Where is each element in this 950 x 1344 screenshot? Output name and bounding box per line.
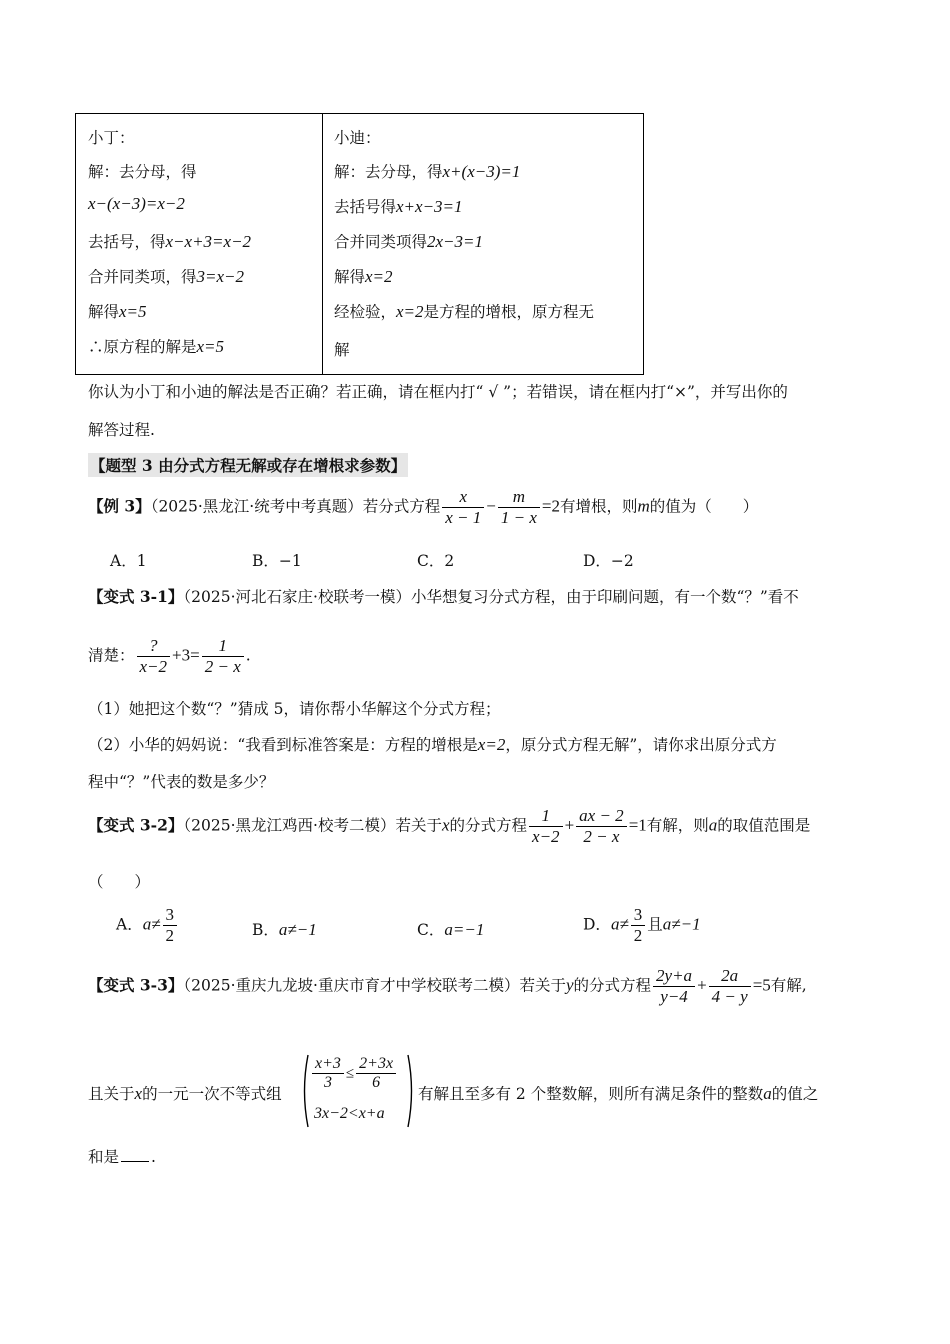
example-3-tail: 有增根，则 [560, 497, 638, 516]
option-frac [163, 905, 178, 946]
frac-numerator: x+3 [315, 1055, 341, 1072]
variant-3-1-q2 [88, 733, 777, 755]
frac-numerator: 2a [721, 966, 739, 985]
frac-denominator: 2 [163, 925, 178, 946]
variant-3-3-text: （2025·重庆九龙坡·重庆市育才中学校联考二模）若关于 [183, 976, 566, 995]
variant-3-3-tail: 有解, [770, 976, 807, 995]
variant-3-3-line-2-pre [88, 1082, 282, 1104]
equation-prefix: 清楚： [88, 646, 135, 665]
variant-3-1-q2-cont: 程中“？”代表的数是多少？ [88, 773, 275, 791]
left-line-3-math: x−x+3=x−2 [165, 232, 252, 251]
option-expr: a≠ [142, 914, 161, 934]
example-3-option-b: B．−1 [252, 552, 302, 570]
example-3-frac-2 [498, 487, 540, 528]
variable-m: m [637, 496, 650, 516]
variant-3-2-frac-2 [576, 806, 627, 847]
variable-a: a [763, 1084, 772, 1103]
option-letter: B． [252, 921, 279, 939]
frac-denominator: x − 1 [442, 507, 484, 528]
frac-numerator: 2+3x [359, 1055, 394, 1072]
frac-denominator: 2 − x [576, 826, 627, 847]
right-title: 小迪： [334, 129, 381, 147]
example-3-frac-1 [442, 487, 484, 528]
frac-numerator: 1 [218, 636, 227, 655]
line-2-text: 且关于 [88, 1085, 135, 1103]
q2-text: （2）小华的妈妈说：“我看到标准答案是：方程的增根是 [88, 736, 478, 754]
frac-denominator: 1 − x [498, 507, 540, 528]
table-divider [322, 114, 323, 374]
equation-rhs: =1 [628, 815, 647, 835]
line-3-text: 和是 [88, 1148, 120, 1166]
line-2-text-3: 有解且至多有 2 个整数解，则所有满足条件的整数 [418, 1085, 764, 1103]
option-frac [631, 905, 646, 946]
example-3-tail-2: 的值为（ ） [649, 497, 759, 516]
right-line-1 [334, 160, 520, 182]
right-line-1-math: x+(x−3)=1 [442, 162, 521, 181]
right-line-2-math: x+x−3=1 [396, 197, 463, 216]
system-frac-2 [356, 1055, 396, 1092]
right-line-4 [334, 265, 393, 287]
frac-numerator: 3 [165, 905, 175, 924]
frac-denominator: x−2 [529, 826, 563, 847]
left-line-5-math: x=5 [119, 302, 147, 321]
period: . [245, 646, 251, 665]
variant-3-2-option-c [417, 918, 484, 940]
plus-three: +3= [172, 645, 200, 665]
variant-3-3-tag: 【变式 3-3】 [88, 975, 184, 995]
option-expr: a≠−1 [278, 920, 317, 939]
variant-3-3-stem [88, 966, 807, 1007]
left-line-3-text: 去括号，得 [88, 233, 166, 251]
left-line-5 [88, 300, 147, 322]
left-line-6 [88, 335, 224, 357]
line-2-text-4: 的值之 [771, 1085, 819, 1103]
variable-x: x [441, 815, 450, 835]
right-line-3-math: 2x−3=1 [427, 232, 484, 251]
variant-3-2-tail: 有解，则 [646, 816, 709, 835]
example-3-option-a: A．1 [110, 552, 147, 570]
frac-numerator: ? [149, 636, 158, 655]
variant-3-2-tail-2: 的取值范围是 [717, 816, 811, 835]
example-3-source: （2025·黑龙江·统考中考真题）若分式方程 [150, 497, 441, 516]
variant-3-2-option-b [252, 918, 317, 940]
left-line-1: 解：去分母，得 [88, 163, 197, 181]
variant-3-1-q1: （1）她把这个数“？”猜成 5，请你帮小华解这个分式方程； [88, 700, 501, 718]
option-letter: C． [417, 921, 445, 939]
example-3-stem [88, 487, 758, 528]
variant-3-2-text: （2025·黑龙江鸡西·校考二模）若关于 [183, 816, 442, 835]
frac-numerator: x [459, 487, 468, 506]
frac-denominator: 3 [312, 1073, 344, 1092]
system-row-2: 3x−2<x+a [314, 1105, 385, 1122]
example-3-option-d: D．−2 [583, 552, 634, 570]
variant-3-2-frac-1 [529, 806, 563, 847]
variant-3-1-text: （2025·河北石家庄·校联考一模）小华想复习分式方程，由于印刷问题，有一个数“？”看不 [183, 588, 799, 606]
right-line-4-math: x=2 [365, 267, 393, 286]
q2-math: x=2 [477, 735, 506, 754]
example-3-tag: 【例 3】 [88, 496, 151, 516]
frac-numerator: ax − 2 [579, 806, 624, 825]
right-line-1-text: 解：去分母，得 [334, 163, 443, 181]
question-line-1: 你认为小丁和小迪的解法是否正确？若正确，请在框内打“ √ ”；若错误，请在框内打“×”，并写出你的 [88, 383, 788, 401]
right-line-6: 解 [334, 341, 350, 359]
frac-denominator: 6 [356, 1073, 396, 1092]
frac-denominator: 2 − x [202, 656, 244, 677]
left-line-4 [88, 265, 244, 287]
inequality-system [300, 1053, 416, 1129]
option-letter: D． [583, 915, 611, 934]
right-line-3-text: 合并同类项得 [334, 233, 428, 251]
variable-y: y [565, 975, 574, 995]
variant-3-2-option-a [116, 905, 179, 946]
option-expr-2: a≠−1 [662, 914, 701, 934]
system-frac-1 [312, 1055, 344, 1092]
variant-3-3-line-2-post [418, 1082, 818, 1104]
variable-x: x [134, 1084, 143, 1103]
left-line-6-text: ∴原方程的解是 [88, 338, 197, 356]
variant-3-3-text-2: 的分式方程 [573, 976, 652, 995]
right-line-2 [334, 195, 463, 217]
frac-numerator: 1 [541, 806, 551, 825]
left-line-4-text: 合并同类项，得 [88, 268, 197, 286]
line-2-text-2: 的一元一次不等式组 [142, 1085, 282, 1103]
system-row-1 [310, 1055, 398, 1092]
variant-3-2-tag: 【变式 3-2】 [88, 815, 184, 835]
variant-3-1-frac-1 [137, 636, 171, 677]
variant-3-2-text-2: 的分式方程 [449, 816, 528, 835]
right-line-4-text: 解得 [334, 268, 366, 286]
solution-table [75, 113, 644, 375]
left-line-2: x−(x−3)=x−2 [88, 194, 185, 213]
section-header: 【题型 3 由分式方程无解或存在增根求参数】 [88, 453, 408, 477]
left-line-4-math: 3=x−2 [196, 267, 245, 286]
variant-3-3-frac-1 [653, 966, 695, 1007]
frac-denominator: x−2 [137, 656, 171, 677]
variant-3-1-frac-2 [202, 636, 244, 677]
left-line-3 [88, 230, 251, 252]
answer-blank[interactable] [121, 1161, 149, 1162]
right-line-2-text: 去括号得 [334, 198, 397, 216]
right-line-5-tail: 是方程的增根，原方程无 [423, 303, 595, 321]
variant-3-3-line-3 [88, 1145, 156, 1167]
q2-tail: ，原分式方程无解”，请你求出原分式方 [505, 736, 777, 754]
question-line-2: 解答过程. [88, 421, 155, 439]
variant-3-1-stem [88, 585, 799, 607]
right-line-5-math: x=2 [396, 302, 424, 321]
variant-3-1-equation [88, 636, 251, 677]
plus-sign: + [564, 815, 575, 835]
less-equal-sign: ≤ [345, 1065, 355, 1082]
frac-numerator: m [512, 487, 526, 506]
equation-rhs: =5 [752, 975, 771, 995]
left-line-6-math: x=5 [196, 337, 225, 356]
option-and: 且 [647, 915, 663, 934]
plus-sign: + [697, 975, 707, 995]
left-title: 小丁： [88, 129, 135, 147]
variant-3-1-tag: 【变式 3-1】 [88, 587, 184, 606]
option-letter: A． [116, 915, 143, 934]
frac-numerator: 2y+a [656, 966, 693, 985]
right-line-5-text: 经检验， [334, 303, 397, 321]
left-line-5-text: 解得 [88, 303, 120, 321]
frac-denominator: y−4 [653, 986, 695, 1007]
variant-3-2-stem [88, 806, 810, 847]
minus-sign: − [486, 496, 496, 516]
variant-3-2-paren: （ ） [88, 873, 151, 891]
example-3-option-c: C．2 [417, 552, 455, 570]
equation-rhs: =2 [541, 496, 560, 516]
option-expr: a=−1 [444, 920, 485, 939]
variable-a: a [708, 815, 718, 835]
option-expr: a≠ [610, 914, 629, 934]
line-3-period: . [151, 1148, 156, 1166]
right-line-3 [334, 230, 483, 252]
frac-denominator: 4 − y [709, 986, 751, 1007]
right-line-5 [334, 300, 594, 322]
frac-numerator: 3 [633, 905, 643, 924]
variant-3-2-option-d [583, 905, 701, 946]
variant-3-3-frac-2 [709, 966, 751, 1007]
frac-denominator: 2 [631, 925, 646, 946]
